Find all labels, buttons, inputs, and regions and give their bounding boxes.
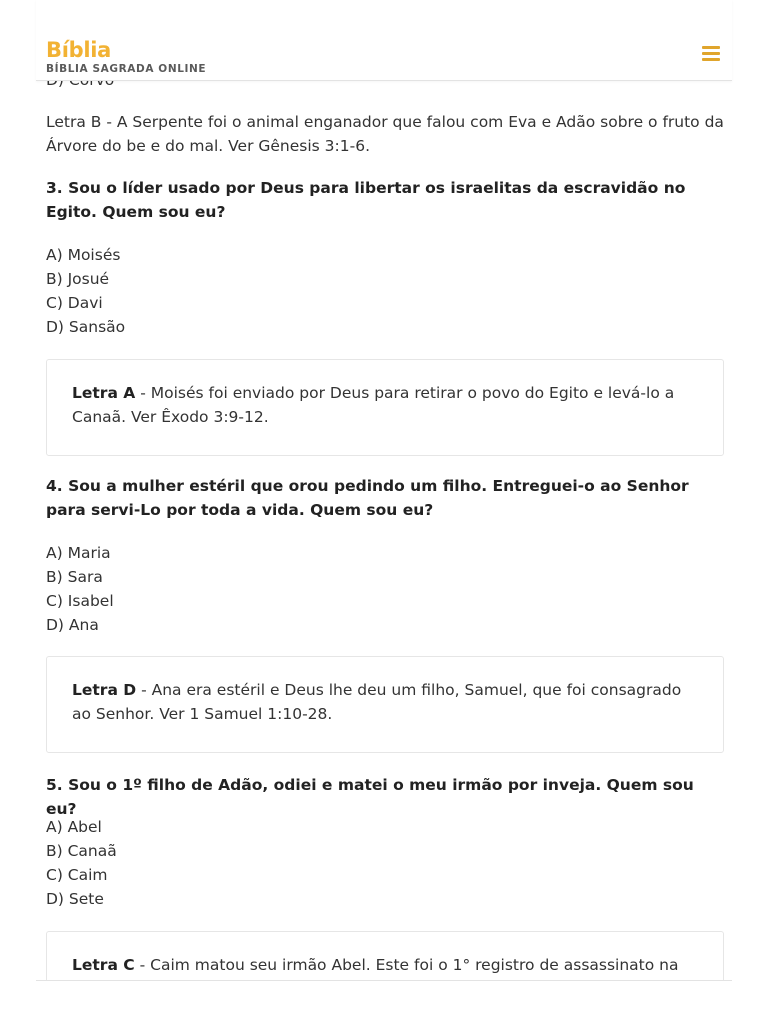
option-item: C) Davi [46, 294, 103, 312]
site-header [36, 0, 732, 81]
option-item: B) Canaã [46, 842, 117, 860]
logo-subtitle: BÍBLIA SAGRADA ONLINE [46, 63, 207, 75]
options-list-3 [46, 243, 724, 339]
bottom-area [0, 981, 768, 1024]
logo-title: Bíblia [46, 38, 112, 62]
menu-bar [702, 46, 720, 49]
options-list-4 [46, 541, 724, 637]
option-item: D) Ana [46, 616, 99, 634]
answer-box-4 [46, 656, 724, 753]
option-item: A) Abel [46, 818, 102, 836]
answer-text: - Moisés foi enviado por Deus para retirar o povo do Egito e levá-lo a Canaã. Ver Êxodo 3:9-12. [72, 384, 675, 426]
question-block-3 [46, 176, 724, 224]
menu-bar [702, 52, 720, 55]
question-block-4 [46, 474, 724, 522]
answer-text: - Caim matou seu irmão Abel. Este foi o 1° registro de assassinato na [139, 956, 679, 974]
option-item: A) Maria [46, 544, 111, 562]
previous-answer-text: Letra B - A Serpente foi o animal enganador que falou com Eva e Adão sobre o fruto da Árvore do be e do mal. Ver Gênesis 3:1-6. [46, 113, 724, 155]
menu-bar [702, 58, 720, 61]
option-item: C) Caim [46, 866, 108, 884]
option-item: B) Sara [46, 568, 103, 586]
hamburger-icon[interactable] [702, 46, 722, 64]
answer-label: Letra A [72, 384, 136, 402]
options-list-5 [46, 815, 724, 911]
question-title: 4. Sou a mulher estéril que orou pedindo um filho. Entreguei-o ao Senhor para servi-Lo por toda a vida. Quem sou eu? [46, 477, 689, 519]
option-item: D) Sete [46, 890, 104, 908]
answer-label: Letra D [72, 681, 137, 699]
option-item: A) Moisés [46, 246, 121, 264]
answer-text: - Ana era estéril e Deus lhe deu um filho, Samuel, que foi consagrado ao Senhor. Ver 1 Samuel 1:10-28. [72, 681, 682, 723]
answer-label: Letra C [72, 956, 135, 974]
question-title: 3. Sou o líder usado por Deus para libertar os israelitas da escravidão no Egito. Quem sou eu? [46, 179, 686, 221]
option-item: B) Josué [46, 270, 110, 288]
option-item: D) Sansão [46, 318, 126, 336]
site-logo[interactable] [46, 38, 206, 76]
question-block-5 [46, 773, 724, 821]
answer-box-3 [46, 359, 724, 456]
option-item: C) Isabel [46, 592, 114, 610]
question-title: 5. Sou o 1º filho de Adão, odiei e matei o meu irmão por inveja. Quem sou eu? [46, 776, 694, 818]
previous-answer [46, 110, 724, 158]
